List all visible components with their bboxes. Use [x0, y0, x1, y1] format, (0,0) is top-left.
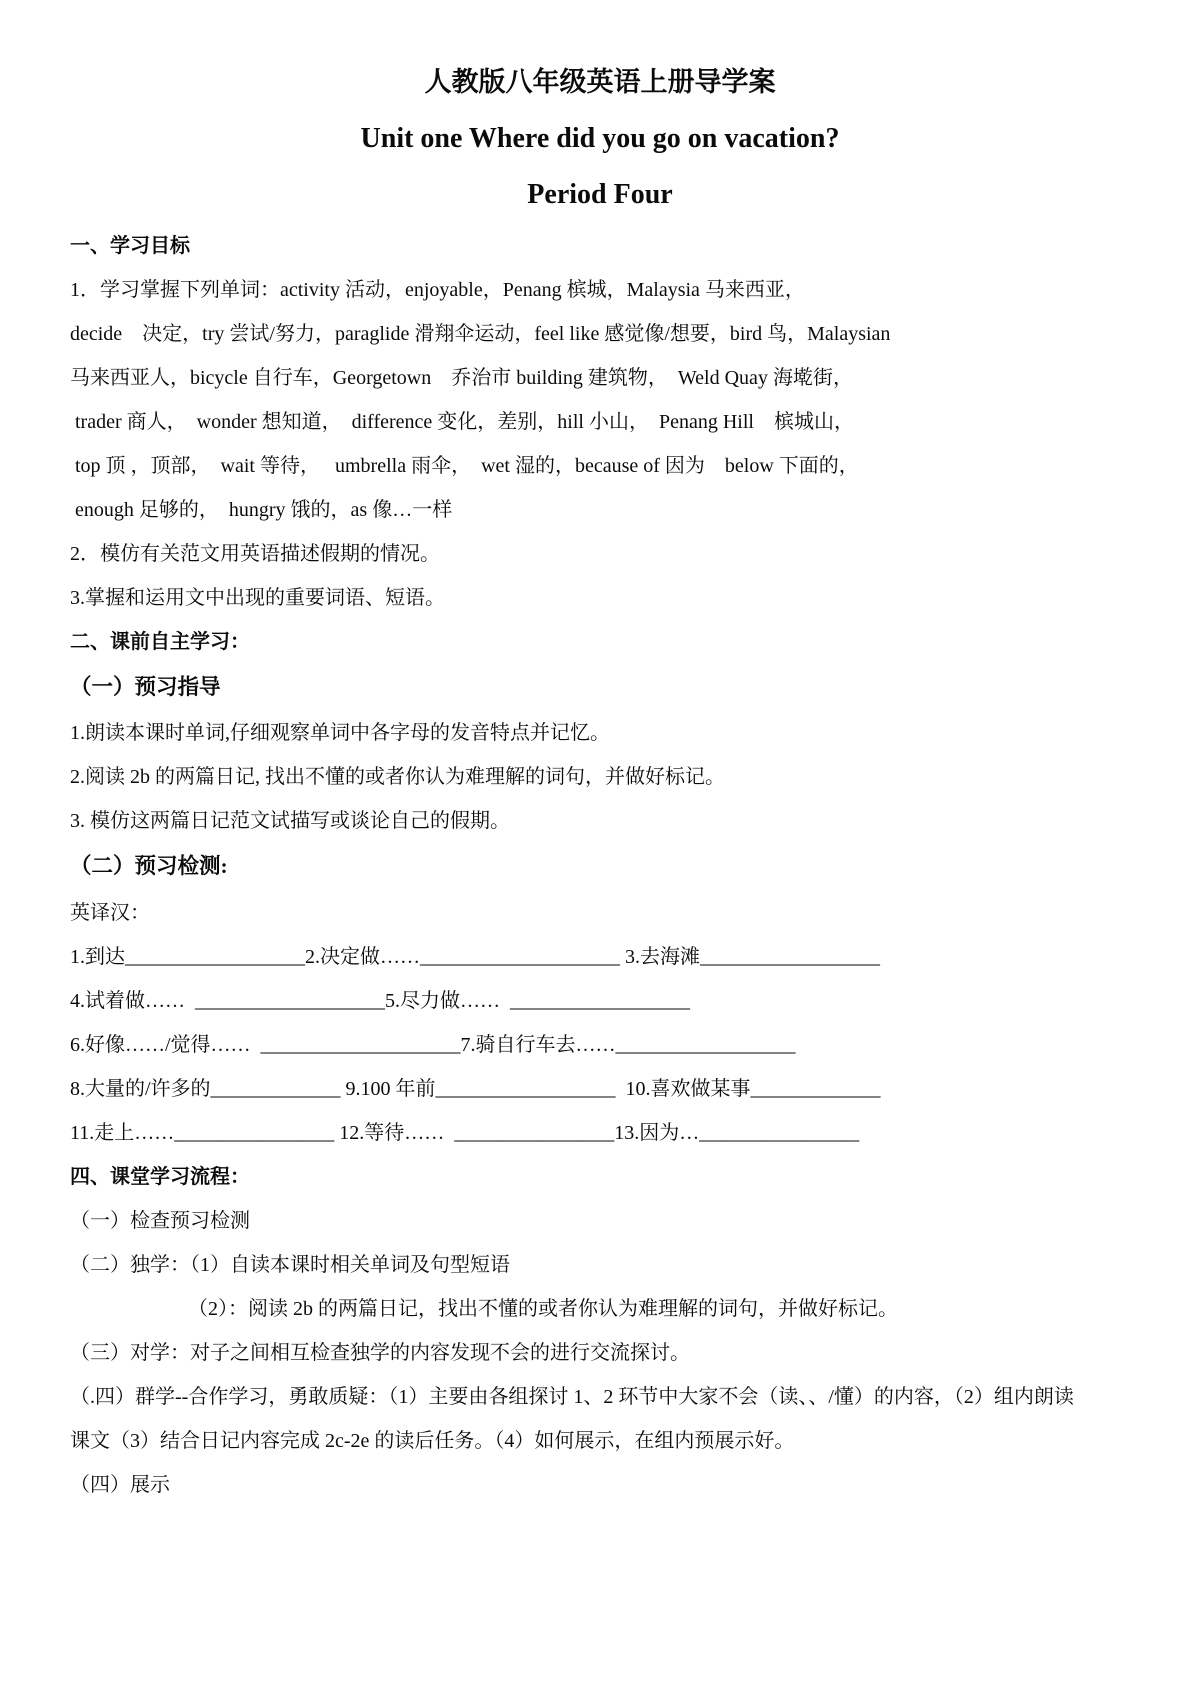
flow-step-5: （四）展示 — [70, 1473, 170, 1496]
translation-line-3: 6.好像……/觉得…… ____________________7.骑自行车去……__________________ — [70, 1033, 796, 1056]
heading-preview-guide: （一）预习指导 — [70, 675, 221, 700]
document-lines — [70, 224, 1130, 1507]
unit-title: Unit one Where did you go on vacation? — [360, 123, 840, 155]
heading-pre-class-study: 二、课前自主学习： — [70, 631, 250, 654]
goal-1-vocab-line-1: 1．学习掌握下列单词：activity 活动，enjoyable，Penang 槟城，Malaysia 马来西亚， — [70, 279, 805, 302]
goal-1-vocab-line-4: trader 商人， wonder 想知道， difference 变化，差别，hill 小山， Penang Hill 槟城山， — [70, 411, 854, 434]
translation-line-4: 8.大量的/许多的_____________ 9.100 年前__________________ 10.喜欢做某事_____________ — [70, 1077, 881, 1100]
flow-step-2: （二）独学：（1）自读本课时相关单词及句型短语 — [70, 1253, 510, 1276]
preview-guide-3: 3. 模仿这两篇日记范文试描写或谈论自己的假期。 — [70, 810, 510, 833]
goal-1-vocab-line-5: top 顶 ，顶部， wait 等待， umbrella 雨伞， wet 湿的，because of 因为 below 下面的， — [70, 455, 859, 478]
preview-guide-1: 1.朗读本课时单词,仔细观察单词中各字母的发音特点并记忆。 — [70, 722, 610, 745]
translation-line-2: 4.试着做…… ___________________5.尽力做…… __________________ — [70, 989, 690, 1012]
goal-3: 3.掌握和运用文中出现的重要词语、短语。 — [70, 587, 445, 610]
heading-learning-goals: 一、学习目标 — [70, 235, 190, 258]
flow-step-3: （三）对学：对子之间相互检查独学的内容发现不会的进行交流探讨。 — [70, 1341, 690, 1364]
goal-1-vocab-line-2: decide 决定，try 尝试/努力，paraglide 滑翔伞运动，feel like 感觉像/想要，bird 鸟，Malaysian — [70, 323, 891, 346]
goal-2: 2．模仿有关范文用英语描述假期的情况。 — [70, 543, 440, 566]
heading-preview-test: （二）预习检测: — [70, 854, 228, 879]
flow-step-4-line-2: 课文（3）结合日记内容完成 2c-2e 的读后任务。（4）如何展示，在组内预展示好。 — [70, 1429, 795, 1452]
translation-line-5: 11.走上……________________ 12.等待…… ________________13.因为…________________ — [70, 1121, 860, 1144]
translation-label: 英译汉： — [70, 901, 150, 924]
flow-step-4-line-1: （.四）群学--合作学习，勇敢质疑：（1）主要由各组探讨 1、2 环节中大家不会（读、、/懂）的内容，（2）组内朗读 — [70, 1385, 1074, 1408]
goal-1-vocab-line-3: 马来西亚人，bicycle 自行车，Georgetown 乔治市 building 建筑物， Weld Quay 海墘街， — [70, 367, 853, 390]
goal-1-vocab-line-6: enough 足够的， hungry 饿的，as 像…一样 — [70, 499, 453, 522]
preview-guide-2: 2.阅读 2b 的两篇日记, 找出不懂的或者你认为难理解的词句，并做好标记。 — [70, 766, 725, 789]
flow-step-1: （一）检查预习检测 — [70, 1209, 250, 1232]
period-title: Period Four — [527, 179, 673, 211]
flow-step-2b: （2）：阅读 2b 的两篇日记，找出不懂的或者你认为难理解的词句，并做好标记。 — [188, 1297, 898, 1320]
heading-class-flow: 四、课堂学习流程： — [70, 1165, 250, 1188]
translation-line-1: 1.到达__________________2.决定做……____________________ 3.去海滩__________________ — [70, 945, 880, 968]
document-title: 人教版八年级英语上册导学案 — [424, 67, 776, 97]
